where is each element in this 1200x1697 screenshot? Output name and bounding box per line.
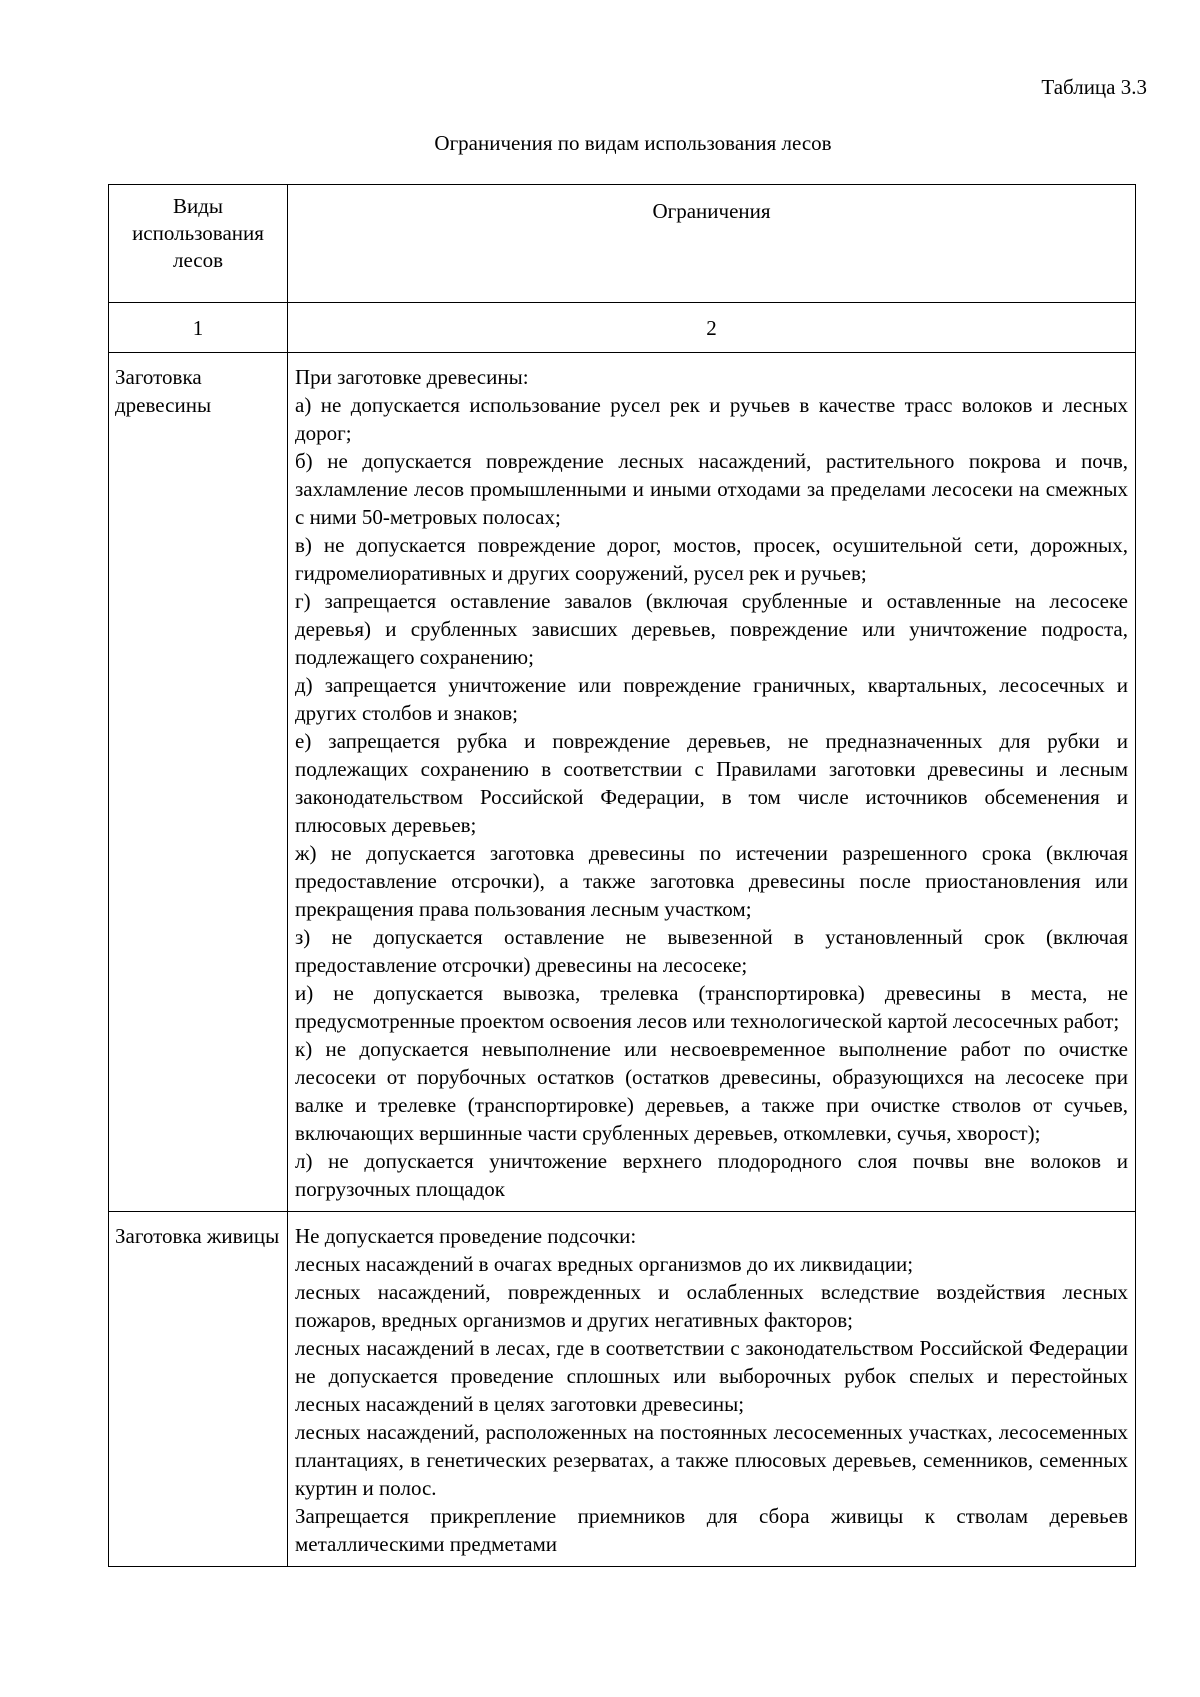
restriction-item: е) запрещается рубка и повреждение деревьев, не предназначенных для рубки и подлежащих сохранению в соответствии с Правилами заготовки древесины и лесным законодательством Российской Федерации, в том числе источников обсеменения и плюсовых деревьев; (295, 729, 1128, 837)
table-title: Ограничения по видам использования лесов (434, 131, 832, 155)
restriction-item: в) не допускается повреждение дорог, мостов, просек, осушительной сети, дорожных, гидромелиоративных и других сооружений, русел рек и ручьев; (295, 533, 1128, 585)
restrictions-cell (288, 353, 1136, 1212)
column-number-1: 1 (109, 303, 288, 353)
header-cell-restrictions: Ограничения (288, 185, 1136, 303)
column-number-2: 2 (288, 303, 1136, 353)
restriction-item: Запрещается прикрепление приемников для сбора живицы к стволам деревьев металлическими предметами (295, 1504, 1128, 1556)
restriction-item: лесных насаждений, поврежденных и ослабленных вследствие воздействия лесных пожаров, вредных организмов и других негативных факторов; (295, 1280, 1128, 1332)
restriction-item: и) не допускается вывозка, трелевка (транспортировка) древесины в места, не предусмотренные проектом освоения лесов или технологической картой лесосечных работ; (295, 981, 1128, 1033)
restrictions-cell (288, 1212, 1136, 1567)
restriction-item: к) не допускается невыполнение или несвоевременное выполнение работ по очистке лесосеки от порубочных остатков (остатков древесины, образующихся на лесосеке при валке и трелевке (транспортировке) деревьев, а также при очистке стволов от сучьев, включающих вершинные части срубленных деревьев, откомлевки, сучья, хворост); (295, 1037, 1128, 1145)
restriction-item: ж) не допускается заготовка древесины по истечении разрешенного срока (включая предоставление отсрочки), а также заготовка древесины после приостановления или прекращения права пользования лесным участком; (295, 841, 1128, 921)
column-number-row (109, 303, 1136, 353)
kind-cell: Заготовка древесины (109, 353, 288, 1212)
restriction-item: б) не допускается повреждение лесных насаждений, растительного покрова и почв, захламление лесов промышленными и иными отходами за пределами лесосеки на смежных с ними 50-метровых полосах; (295, 449, 1128, 529)
table-number-label: Таблица 3.3 (1041, 75, 1147, 99)
kind-cell: Заготовка живицы (109, 1212, 288, 1567)
table-row-wood-harvesting (109, 353, 1136, 1212)
restriction-intro: При заготовке древесины: (295, 365, 529, 389)
restriction-intro: Не допускается проведение подсочки: (295, 1224, 637, 1248)
restriction-item: д) запрещается уничтожение или повреждение граничных, квартальных, лесосечных и других столбов и знаков; (295, 673, 1128, 725)
restrictions-table (108, 184, 1136, 1567)
restriction-item: лесных насаждений в очагах вредных организмов до их ликвидации; (295, 1252, 914, 1276)
table-row-resin-harvesting (109, 1212, 1136, 1567)
restriction-item: г) запрещается оставление завалов (включая срубленные и оставленные на лесосеке деревья) и срубленных зависших деревьев, повреждение или уничтожение подроста, подлежащего сохранению; (295, 589, 1128, 669)
restriction-item: л) не допускается уничтожение верхнего плодородного слоя почвы вне волоков и погрузочных площадок (295, 1149, 1128, 1201)
restriction-item: лесных насаждений, расположенных на постоянных лесосеменных участках, лесосеменных плантациях, в генетических резерватах, а также плюсовых деревьев, семенников, семенных куртин и полос. (295, 1420, 1128, 1500)
restriction-item: лесных насаждений в лесах, где в соответствии с законодательством Российской Федерации не допускается проведение сплошных или выборочных рубок спелых и перестойных лесных насаждений в целях заготовки древесины; (295, 1336, 1128, 1416)
restriction-item: а) не допускается использование русел рек и ручьев в качестве трасс волоков и лесных дорог; (295, 393, 1128, 445)
restriction-item: з) не допускается оставление не вывезенной в установленный срок (включая предоставление отсрочки) древесины на лесосеке; (295, 925, 1128, 977)
table-header-row (109, 185, 1136, 303)
header-cell-kinds: Виды использования лесов (109, 185, 288, 303)
